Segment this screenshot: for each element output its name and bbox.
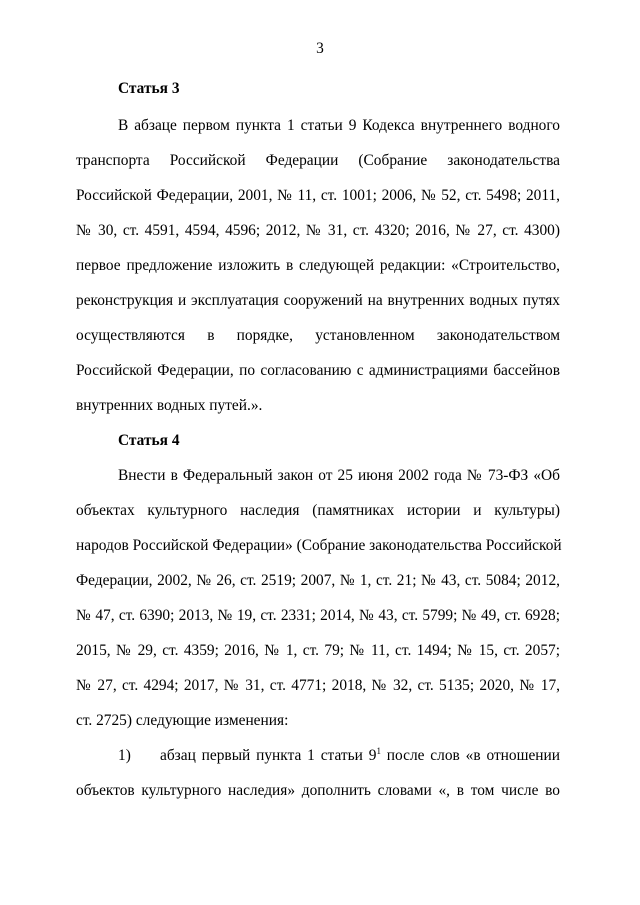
article-4-line: № 47, ст. 6390; 2013, № 19, ст. 2331; 2014, № 43, ст. 5799; № 49, ст. 6928; xyxy=(76,607,560,624)
article-3-line: В абзаце первом пункта 1 статьи 9 Кодекса внутреннего водного xyxy=(118,117,560,134)
article-4-line: Внести в Федеральный закон от 25 июня 2002 года № 73-ФЗ «Об xyxy=(118,467,560,484)
article-3-line: № 30, ст. 4591, 4594, 4596; 2012, № 31, ст. 4320; 2016, № 27, ст. 4300) xyxy=(76,222,560,239)
article-3-line: реконструкция и эксплуатация сооружений на внутренних водных путях xyxy=(76,292,560,309)
article-3-line: внутренних водных путей.». xyxy=(76,397,263,414)
article-3-heading: Статья 3 xyxy=(118,80,180,97)
list-item-text-end: после слов «в отношении xyxy=(380,747,560,764)
article-4-heading: Статья 4 xyxy=(118,432,180,449)
article-4-line: Федерации, 2002, № 26, ст. 2519; 2007, № 1, ст. 21; № 43, ст. 5084; 2012, xyxy=(76,572,560,589)
page-number: 3 xyxy=(316,40,324,57)
article-3-line: транспорта Российской Федерации (Собрание законодательства xyxy=(76,152,560,169)
superscript: 1 xyxy=(376,746,381,756)
list-item-text-continuation: объектов культурного наследия» дополнить словами «, в том числе во xyxy=(76,782,560,799)
list-item-text-start: абзац первый пункта 1 статьи 9 xyxy=(160,747,377,764)
article-4-line: 2015, № 29, ст. 4359; 2016, № 1, ст. 79; № 11, ст. 1494; № 15, ст. 2057; xyxy=(76,642,560,659)
article-3-line: Российской Федерации, 2001, № 11, ст. 1001; 2006, № 52, ст. 5498; 2011, xyxy=(76,187,560,204)
article-3-line: Российской Федерации, по согласованию с администрациями бассейнов xyxy=(76,362,560,379)
article-4-line: № 27, ст. 4294; 2017, № 31, ст. 4771; 2018, № 32, ст. 5135; 2020, № 17, xyxy=(76,677,560,694)
article-4-line: объектах культурного наследия (памятниках истории и культуры) xyxy=(76,502,560,519)
list-item-number: 1) xyxy=(118,747,131,764)
article-4-line: народов Российской Федерации» (Собрание законодательства Российской xyxy=(76,537,562,554)
article-4-line: ст. 2725) следующие изменения: xyxy=(76,712,289,729)
list-item-text xyxy=(160,746,560,766)
article-3-line: первое предложение изложить в следующей редакции: «Строительство, xyxy=(76,257,560,274)
article-3-line: осуществляются в порядке, установленном законодательством xyxy=(76,327,560,344)
